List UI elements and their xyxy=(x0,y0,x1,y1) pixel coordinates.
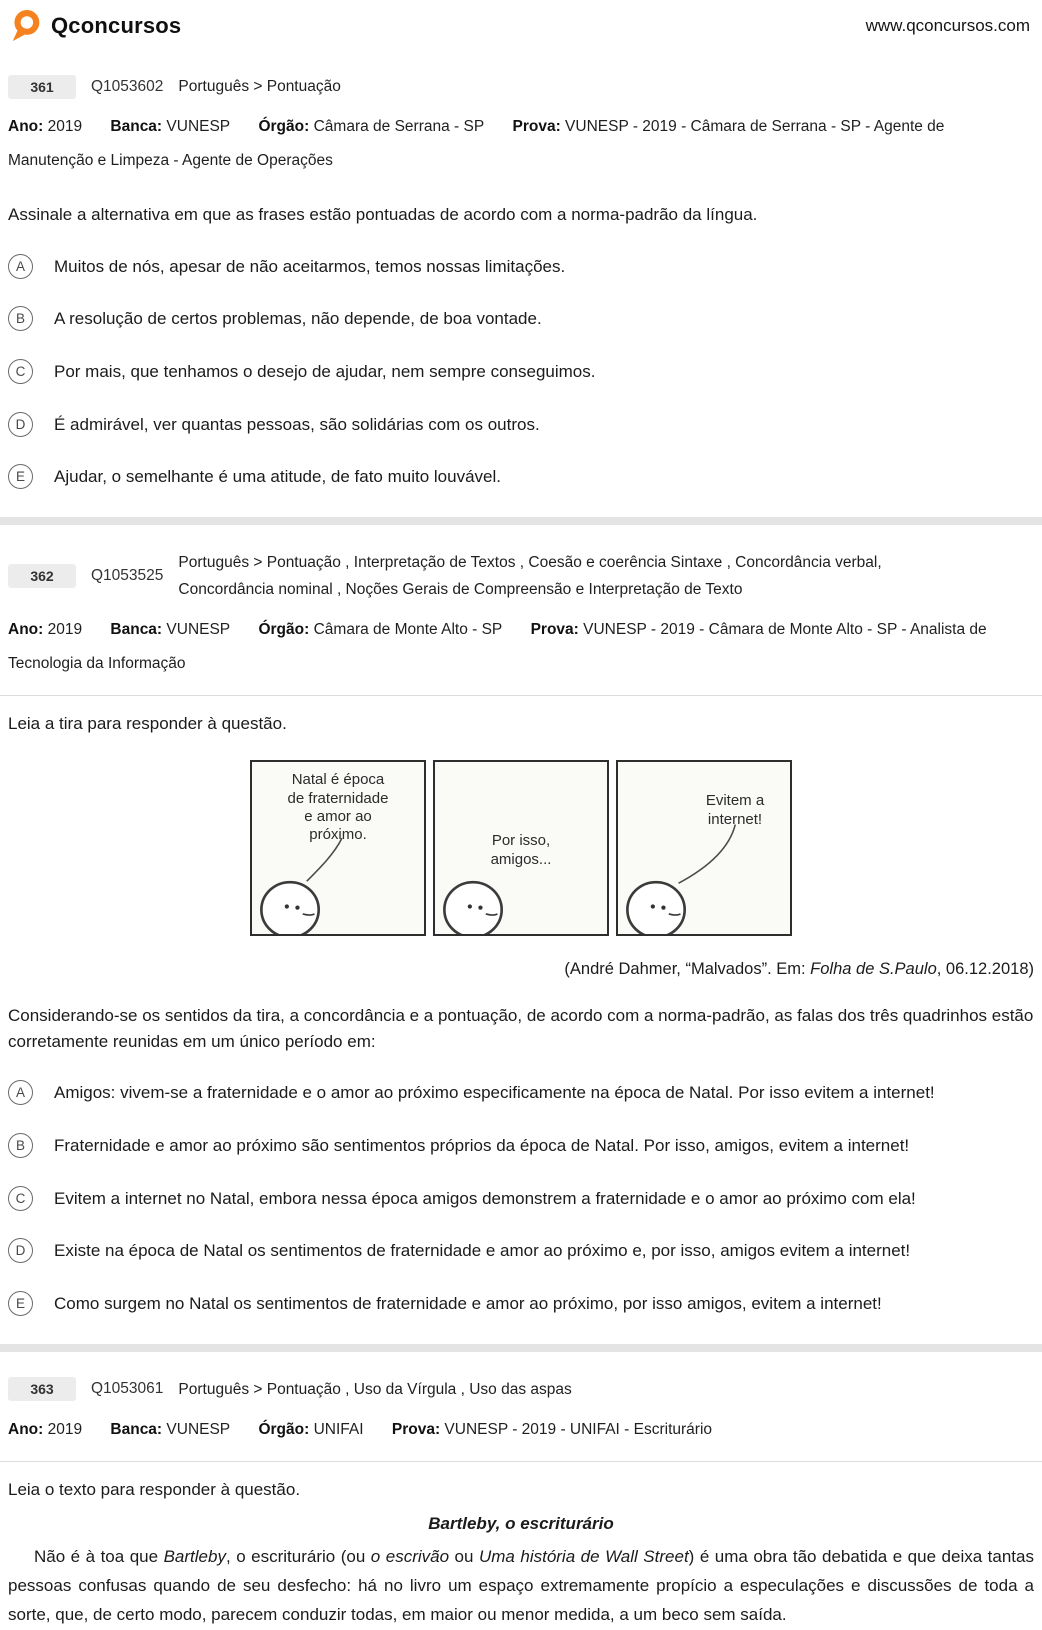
meta-orgao xyxy=(258,621,502,638)
alternative-text: Ajudar, o semelhante é uma atitude, de fato muito louvável. xyxy=(54,467,501,487)
alternative-text: Muitos de nós, apesar de não aceitarmos, temos nossas limitações. xyxy=(54,256,566,276)
alternative-d[interactable] xyxy=(8,1238,1034,1264)
meta-banca-label: Banca: xyxy=(110,1420,163,1438)
alternative-letter: D xyxy=(8,1238,33,1263)
meta-banca-value: VUNESP xyxy=(166,621,231,639)
meta-prova-value: VUNESP - 2019 - Câmara de Serrana - SP - Agente de Manutenção e Limpeza - Agente de Operações xyxy=(8,118,945,170)
paragraph-segment-italic: Bartleby xyxy=(163,1546,226,1566)
alternative-letter: C xyxy=(8,359,33,384)
question-code: Q1053061 xyxy=(91,1380,164,1398)
alternative-text: Existe na época de Natal os sentimentos de fraternidade e amor ao próximo e, por isso, amigos evitem a internet! xyxy=(54,1241,911,1261)
alternative-letter: A xyxy=(8,1080,33,1105)
alternatives-list xyxy=(8,1080,1034,1316)
alternative-letter: C xyxy=(8,1186,33,1211)
question-statement: Assinale a alternativa em que as frases estão pontuadas de acordo com a norma-padrão da língua. xyxy=(8,205,758,225)
question-header xyxy=(8,1376,1034,1403)
meta-banca xyxy=(110,621,230,638)
reading-text-title: Bartleby, o escriturário xyxy=(428,1513,614,1533)
question-number-badge: 361 xyxy=(8,75,76,99)
meta-banca-value: VUNESP xyxy=(166,118,231,136)
alternative-text: Evitem a internet no Natal, embora nessa época amigos demonstrem a fraternidade e o amor ao próximo com ela! xyxy=(54,1188,916,1208)
meta-ano xyxy=(8,621,82,638)
alternative-d[interactable] xyxy=(8,412,1034,438)
question-code: Q1053525 xyxy=(91,567,164,585)
meta-orgao-label: Órgão: xyxy=(258,118,310,136)
alternative-letter: D xyxy=(8,412,33,437)
reading-instruction: Leia a tira para responder à questão. xyxy=(8,714,287,734)
alternative-text: Por mais, que tenhamos o desejo de ajudar, nem sempre conseguimos. xyxy=(54,362,596,382)
meta-orgao-value: Câmara de Serrana - SP xyxy=(313,118,485,136)
question-code: Q1053602 xyxy=(91,77,164,95)
alternative-text: É admirável, ver quantas pessoas, são solidárias com os outros. xyxy=(54,414,540,434)
meta-ano-value: 2019 xyxy=(47,621,83,639)
meta-prova-label: Prova: xyxy=(530,621,579,639)
reading-instruction: Leia o texto para responder à questão. xyxy=(8,1479,301,1499)
alternative-a[interactable] xyxy=(8,254,1034,280)
meta-banca xyxy=(110,118,230,135)
paragraph-segment: ) é uma obra tão debatida e que deixa tantas pessoas confusas quando de seu desfecho: há no livro um espaço extremamente propício a especulações e discussões de toda a sorte, que, de certo modo, parecem conduzir todas, em maior ou menor medida, a um beco sem saída. xyxy=(8,1546,1034,1625)
question-meta xyxy=(8,613,1034,681)
attribution-source: Folha de S.Paulo xyxy=(810,960,937,979)
meta-ano-value: 2019 xyxy=(47,118,83,136)
meta-orgao-label: Órgão: xyxy=(258,621,310,639)
alternative-e[interactable] xyxy=(8,1291,1034,1317)
alternative-text: Fraternidade e amor ao próximo são sentimentos próprios da época de Natal. Por isso, amigos, evitem a internet! xyxy=(54,1136,910,1156)
comic-panel-3 xyxy=(616,760,792,936)
alternative-text: A resolução de certos problemas, não depende, de boa vontade. xyxy=(54,309,542,329)
meta-ano-value: 2019 xyxy=(47,1420,83,1438)
comic-panel-text: Por isso, amigos... xyxy=(490,832,552,868)
site-url[interactable]: www.qconcursos.com xyxy=(865,16,1030,35)
question-number-badge: 363 xyxy=(8,1377,76,1401)
comic-panel-2 xyxy=(433,760,609,936)
section-divider xyxy=(0,695,1042,696)
alternative-c[interactable] xyxy=(8,359,1034,385)
question-statement: Considerando-se os sentidos da tira, a concordância e a pontuação, de acordo com a norma-padrão, as falas dos três quadrinhos estão corretamente reunidas em um único período em: xyxy=(8,1006,1034,1051)
meta-banca-value: VUNESP xyxy=(166,1420,231,1438)
question-card-362 xyxy=(8,549,1034,1317)
paragraph-segment: , o escriturário (ou xyxy=(225,1546,371,1566)
meta-banca xyxy=(110,1421,230,1438)
question-divider xyxy=(0,517,1042,525)
question-meta xyxy=(8,1413,1034,1447)
question-header xyxy=(8,73,1034,100)
reading-text-paragraph xyxy=(8,1542,1034,1630)
meta-ano-label: Ano: xyxy=(8,621,44,639)
alternative-e[interactable] xyxy=(8,464,1034,490)
alternative-b[interactable] xyxy=(8,306,1034,332)
question-meta xyxy=(8,110,1034,178)
meta-ano xyxy=(8,118,82,135)
alternative-c[interactable] xyxy=(8,1186,1034,1212)
meta-orgao-value: Câmara de Monte Alto - SP xyxy=(313,621,503,639)
question-number-badge: 362 xyxy=(8,564,76,588)
paragraph-segment: Não é à toa que xyxy=(34,1546,164,1566)
meta-prova-label: Prova: xyxy=(512,118,561,136)
logo-text: Qconcursos xyxy=(51,13,182,38)
meta-orgao xyxy=(258,1421,363,1438)
question-subjects-breadcrumb: Português > Pontuação , Interpretação de Textos , Coesão e coerência Sintaxe , Concordância verbal, Concordância nominal , Noções Gerais de Compreensão e Interpretação de Texto xyxy=(178,554,882,599)
alternative-letter: B xyxy=(8,1133,33,1158)
section-divider xyxy=(0,1461,1042,1462)
comic-character-icon xyxy=(618,762,790,934)
paragraph-segment-italic: o escrivão xyxy=(370,1546,450,1566)
site-header xyxy=(8,0,1034,49)
qconcursos-logo-icon xyxy=(10,9,42,43)
paragraph-segment-italic: Uma história de Wall Street xyxy=(478,1546,689,1566)
meta-banca-label: Banca: xyxy=(110,118,163,136)
paragraph-segment: ou xyxy=(449,1546,479,1566)
meta-prova-value: VUNESP - 2019 - Câmara de Monte Alto - SP - Analista de Tecnologia da Informação xyxy=(8,621,987,673)
alternative-letter: E xyxy=(8,464,33,489)
question-card-361 xyxy=(8,73,1034,490)
question-subjects-breadcrumb: Português > Pontuação , Uso da Vírgula , Uso das aspas xyxy=(178,1380,572,1398)
alternative-a[interactable] xyxy=(8,1080,1034,1106)
alternative-letter: B xyxy=(8,306,33,331)
alternative-letter: A xyxy=(8,254,33,279)
meta-orgao xyxy=(258,118,484,135)
meta-prova-label: Prova: xyxy=(391,1420,441,1438)
meta-banca-label: Banca: xyxy=(110,621,163,639)
alternatives-list xyxy=(8,254,1034,490)
comic-strip-image xyxy=(8,760,1034,936)
meta-ano-label: Ano: xyxy=(8,118,44,136)
meta-orgao-value: UNIFAI xyxy=(313,1420,364,1438)
alternative-letter: E xyxy=(8,1291,33,1316)
comic-panel-text: Evitem a internet! xyxy=(705,792,765,828)
question-card-363 xyxy=(8,1376,1034,1630)
meta-ano xyxy=(8,1421,82,1438)
meta-prova xyxy=(392,1421,712,1438)
attribution-suffix: , 06.12.2018) xyxy=(936,960,1034,979)
comic-panel-1 xyxy=(250,760,426,936)
question-subjects-breadcrumb: Português > Pontuação xyxy=(178,78,341,95)
qconcursos-logo[interactable] xyxy=(10,9,181,43)
comic-strip xyxy=(250,760,792,936)
alternative-b[interactable] xyxy=(8,1133,1034,1159)
meta-ano-label: Ano: xyxy=(8,1420,44,1438)
alternative-text: Amigos: vivem-se a fraternidade e o amor ao próximo especificamente na época de Natal. Por isso evitem a internet! xyxy=(54,1083,935,1103)
attribution-prefix: (André Dahmer, “Malvados”. Em: xyxy=(564,960,811,979)
meta-prova-value: VUNESP - 2019 - UNIFAI - Escriturário xyxy=(444,1420,713,1438)
question-header xyxy=(8,549,1034,603)
meta-orgao-label: Órgão: xyxy=(258,1420,310,1438)
comic-panel-text: Natal é época de fraternidade e amor ao próximo. xyxy=(287,771,389,844)
comic-attribution xyxy=(8,960,1034,979)
question-divider xyxy=(0,1344,1042,1352)
alternative-text: Como surgem no Natal os sentimentos de fraternidade e amor ao próximo, por isso amigos, evitem a internet! xyxy=(54,1294,882,1314)
